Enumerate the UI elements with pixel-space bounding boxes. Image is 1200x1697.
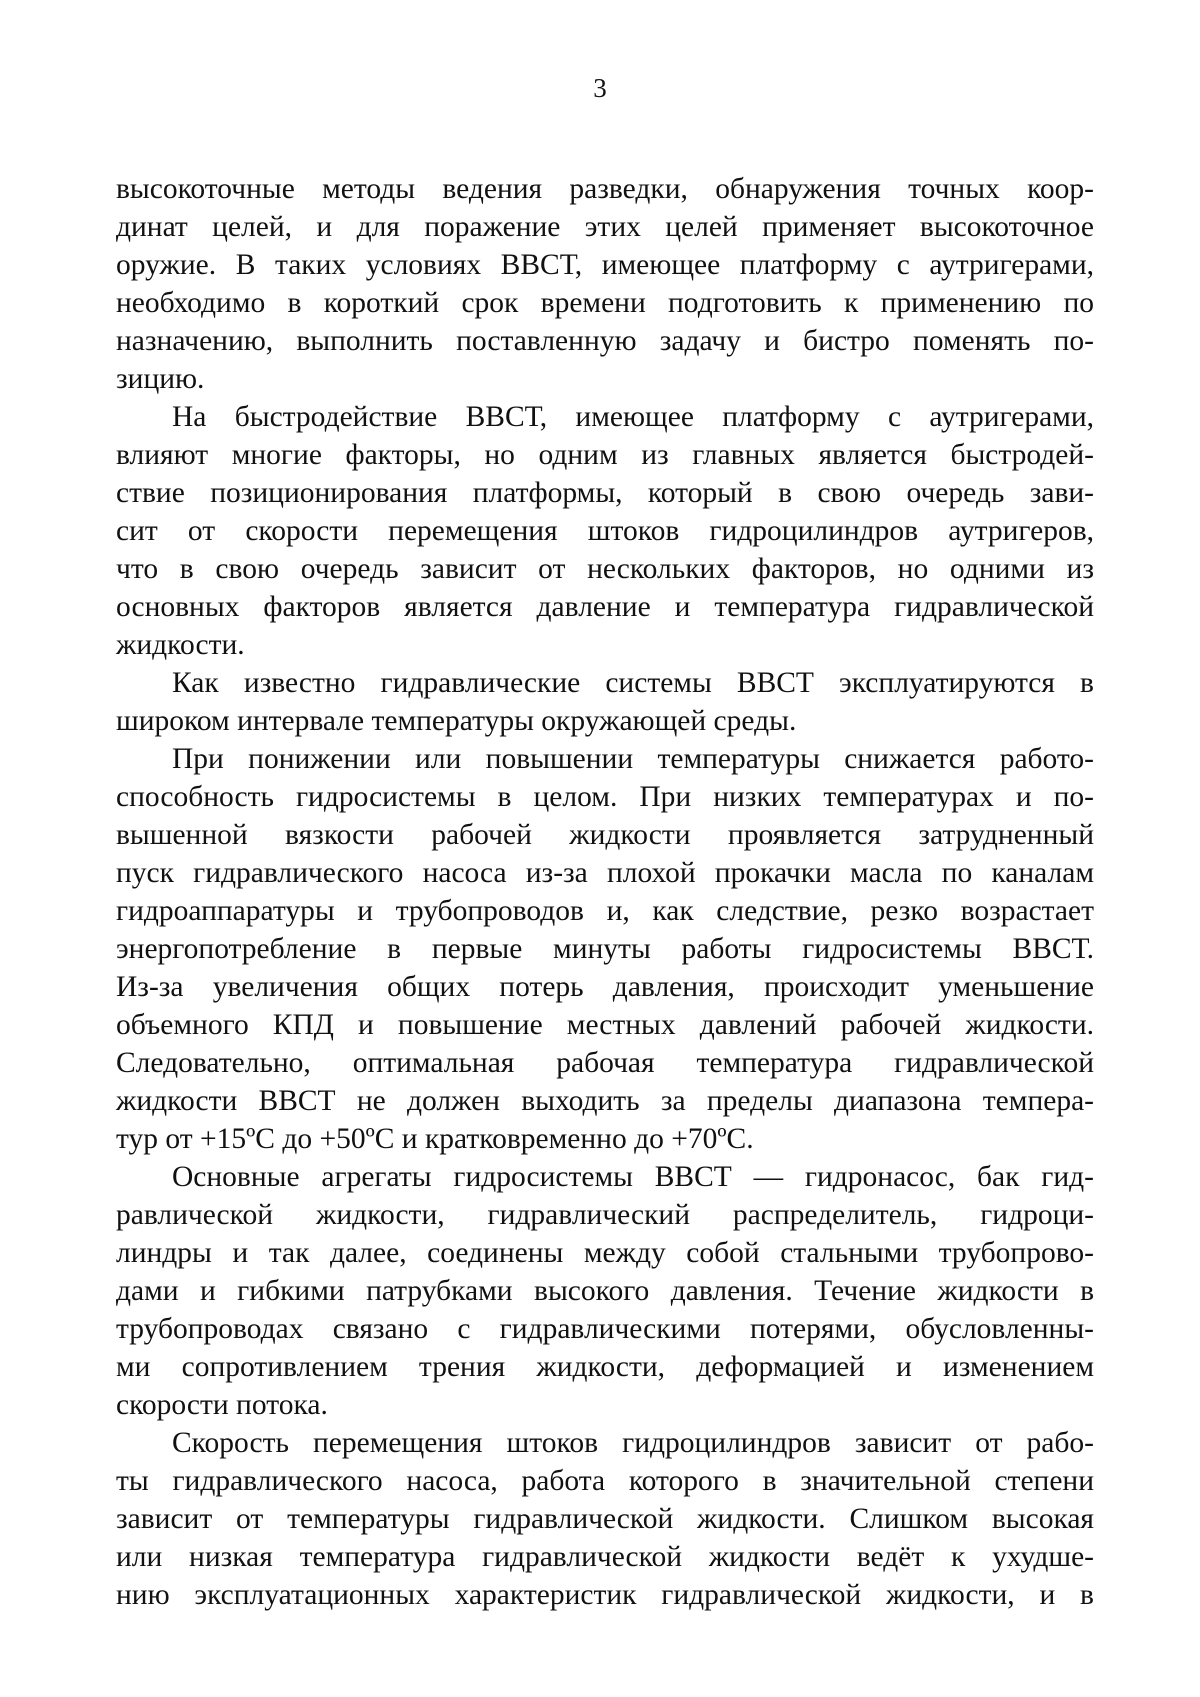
paragraph-4 bbox=[116, 740, 1094, 1158]
text-line: необходимо в короткий срок времени подготовить к применению по bbox=[116, 287, 1094, 319]
paragraph-1 bbox=[116, 170, 1094, 398]
paragraph-3 bbox=[116, 664, 1094, 740]
text-line: зицию. bbox=[116, 363, 205, 395]
text-line: высокоточные методы ведения разведки, обнаружения точных коор- bbox=[116, 173, 1094, 205]
text-line: влияют многие факторы, но одним из главных является быстродей- bbox=[116, 439, 1094, 471]
text-line: зависит от температуры гидравлической жидкости. Слишком высокая bbox=[116, 1503, 1094, 1535]
paragraph-2 bbox=[116, 398, 1094, 664]
text-line: линдры и так далее, соединены между собой стальными трубопрово- bbox=[116, 1237, 1094, 1269]
text-line: скорости потока. bbox=[116, 1389, 328, 1421]
text-line: гидроаппаратуры и трубопроводов и, как следствие, резко возрастает bbox=[116, 895, 1094, 927]
paragraph-5 bbox=[116, 1158, 1094, 1424]
text-line: Основные агрегаты гидросистемы ВВСТ — гидронасос, бак гид- bbox=[172, 1161, 1094, 1193]
text-line: жидкости. bbox=[116, 629, 245, 661]
text-line: Из-за увеличения общих потерь давления, происходит уменьшение bbox=[116, 971, 1094, 1003]
text-line: равлической жидкости, гидравлический распределитель, гидроци- bbox=[116, 1199, 1094, 1231]
text-line: способность гидросистемы в целом. При низких температурах и по- bbox=[116, 781, 1094, 813]
text-line: энергопотребление в первые минуты работы гидросистемы ВВСТ. bbox=[116, 933, 1094, 965]
text-line: ствие позиционирования платформы, который в свою очередь зави- bbox=[116, 477, 1094, 509]
page-number: 3 bbox=[593, 73, 607, 103]
text-line: трубопроводах связано с гидравлическими потерями, обусловленны- bbox=[116, 1313, 1094, 1345]
text-line: При понижении или повышении температуры снижается работо- bbox=[172, 743, 1094, 775]
text-line: или низкая температура гидравлической жидкости ведёт к ухудше- bbox=[116, 1541, 1094, 1573]
text-line: тур от +15ºС до +50ºС и кратковременно до +70ºС. bbox=[116, 1123, 754, 1155]
text-line: оружие. В таких условиях ВВСТ, имеющее платформу с аутригерами, bbox=[116, 249, 1094, 281]
paragraph-6 bbox=[116, 1424, 1094, 1614]
text-line: вышенной вязкости рабочей жидкости проявляется затрудненный bbox=[116, 819, 1094, 851]
text-line: Следовательно, оптимальная рабочая температура гидравлической bbox=[116, 1047, 1094, 1079]
text-line: сит от скорости перемещения штоков гидроцилиндров аутригеров, bbox=[116, 515, 1094, 547]
text-line: динат целей, и для поражение этих целей применяет высокоточное bbox=[116, 211, 1094, 243]
text-line: пуск гидравлического насоса из-за плохой прокачки масла по каналам bbox=[116, 857, 1094, 889]
text-line: На быстродействие ВВСТ, имеющее платформу с аутригерами, bbox=[172, 401, 1094, 433]
text-line: что в свою очередь зависит от нескольких факторов, но одними из bbox=[116, 553, 1094, 585]
body-text bbox=[116, 170, 1094, 1614]
text-line: ты гидравлического насоса, работа которого в значительной степени bbox=[116, 1465, 1094, 1497]
text-line: нию эксплуатационных характеристик гидравлической жидкости, и в bbox=[116, 1579, 1094, 1611]
text-line: Как известно гидравлические системы ВВСТ эксплуатируются в bbox=[172, 667, 1094, 699]
text-line: основных факторов является давление и температура гидравлической bbox=[116, 591, 1094, 623]
text-line: Скорость перемещения штоков гидроцилиндров зависит от рабо- bbox=[172, 1427, 1094, 1459]
text-line: жидкости ВВСТ не должен выходить за пределы диапазона темпера- bbox=[116, 1085, 1094, 1117]
text-line: дами и гибкими патрубками высокого давления. Течение жидкости в bbox=[116, 1275, 1094, 1307]
text-line: назначению, выполнить поставленную задачу и бистро поменять по- bbox=[116, 325, 1094, 357]
text-line: объемного КПД и повышение местных давлений рабочей жидкости. bbox=[116, 1009, 1094, 1041]
text-line: широком интервале температуры окружающей среды. bbox=[116, 705, 797, 737]
text-line: ми сопротивлением трения жидкости, деформацией и изменением bbox=[116, 1351, 1094, 1383]
